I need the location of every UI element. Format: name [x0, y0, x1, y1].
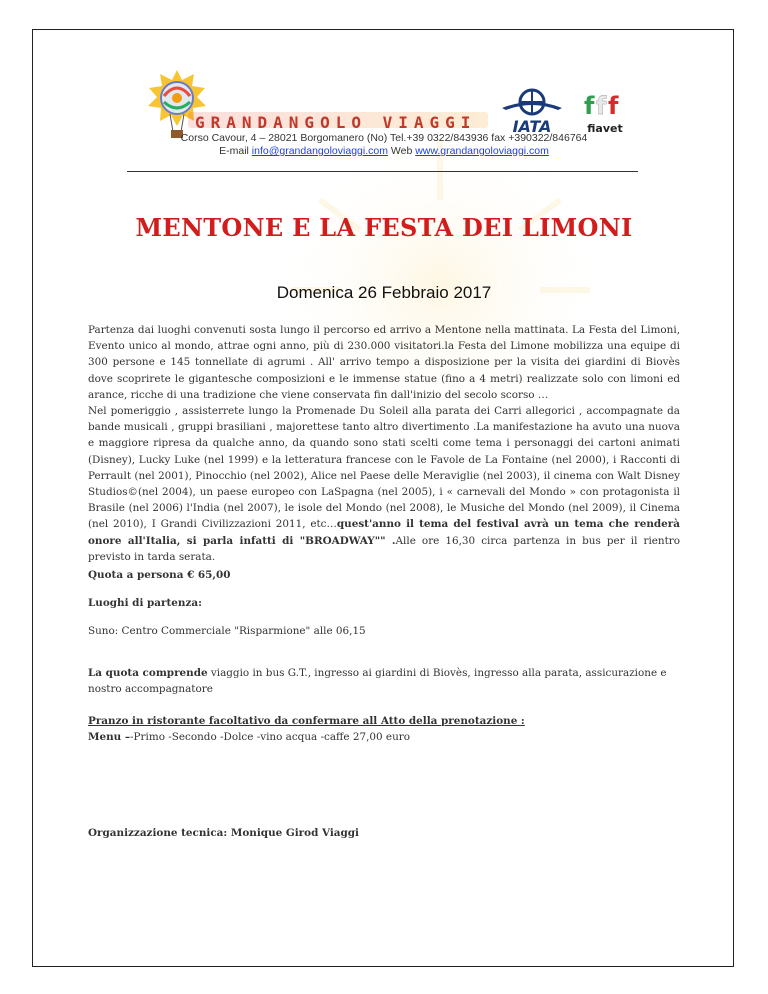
web-label: Web: [390, 145, 413, 157]
email-label: E-mail: [219, 145, 249, 157]
svg-text:f: f: [608, 92, 619, 120]
price: Quota a persona € 65,00: [88, 569, 231, 581]
organizer: Organizzazione tecnica: Monique Girod Viaggi: [88, 827, 359, 839]
quota-includes: [88, 665, 680, 697]
menu-text: -Primo -Secondo -Dolce -vino acqua -caffe 27,00 euro: [130, 731, 410, 743]
address-line: Corso Cavour, 4 – 28021 Borgomanero (No) Tel.+39 0322/843936 fax +390322/846764: [180, 132, 588, 144]
svg-text:fiavet: fiavet: [587, 122, 623, 135]
iata-logo-icon: [496, 88, 568, 136]
return-text: Alle ore 16,30 circa partenza in bus per il rientro previsto in tarda serata.: [88, 534, 681, 563]
page-title: MENTONE E LA FESTA DEI LIMONI: [135, 213, 633, 242]
departures-heading: Luoghi di partenza:: [88, 597, 202, 609]
lunch-heading: Pranzo in ristorante facoltativo da confermare all Atto della prenotazione :: [88, 715, 525, 727]
email-link[interactable]: info@grandangoloviaggi.com: [251, 145, 388, 157]
web-link[interactable]: www.grandangoloviaggi.com: [415, 145, 549, 157]
svg-text:f: f: [596, 92, 607, 120]
menu-line: [88, 729, 688, 745]
svg-text:IATA: IATA: [512, 117, 552, 136]
description: [88, 322, 680, 565]
includes-text: viaggio in bus G.T., ingresso ai giardini di Biovès, ingresso alla parata, assicurazione e nostro accompagnatore: [88, 667, 667, 695]
menu-label: Menu –: [88, 731, 131, 743]
svg-text:f: f: [584, 92, 595, 120]
includes-label: La quota comprende: [88, 667, 208, 679]
departure-location: Suno: Centro Commerciale "Risparmione" alle 06,15: [88, 625, 366, 637]
theme-highlight: quest'anno il tema del festival avrà un tema che renderà onore all'Italia, si parla infatti di "BROADWAY"" .: [88, 518, 680, 547]
brand-name: GRANDANGOLO VIAGGI: [195, 113, 477, 132]
afternoon-text: Nel pomeriggio , assisterrete lungo la Promenade Du Soleil alla parata dei Carri allegorici , accompagnate da bande musicali , gruppi brasiliani , majorettese tanto altro divertimento .La manifestazione ha avuto una nuova e maggiore ripresa da qualche anno, da quando sono stati scelti come tema i personaggi dei cartoni animati (Disney), Lucky Luke (nel 1999) e la letteratura francese con le Favole de La Fontaine (nel 2000), i Racconti di Perrault (nel 2001), Pinocchio (nel 2002), Alice nel Paese delle Meraviglie (nel 2003), il cinema con Walt Disney Studios©(nel 2004), un paese europeo con LaSpagna (nel 2005), i « carnevali del Mondo » con protagonista il Brasile (nel 2006) l'India (nel 2007), le isole del Mondo (nel 2008), le Musiche del Mondo (nel 2009), il Cinema (nel 2010), I Grandi Civilizzazioni 2011, etc…: [88, 405, 680, 531]
intro-paragraph: Partenza dai luoghi convenuti sosta lungo il percorso ed arrivo a Mentone nella mattinata. La Festa del Limoni, Evento unico al mondo, attrae ogni anno, più di 230.000 visitatori.la Festa del Limone mobilizza una equipe di 300 persone e 145 tonnellate di agrumi . All' arrivo tempo a disposizione per la visita dei giardini di Biovès dove scoprirete le gigantesche composizioni e le immense statue (fino a 4 metri) realizzate solo con limoni ed arance, ricche di una tradizione che viene conservata fin dall'inizio del secolo scorso …: [88, 324, 680, 401]
contact-line: [0, 145, 768, 157]
header-divider: [127, 171, 638, 172]
event-date: Domenica 26 Febbraio 2017: [276, 283, 492, 302]
afternoon-paragraph: [88, 403, 680, 565]
